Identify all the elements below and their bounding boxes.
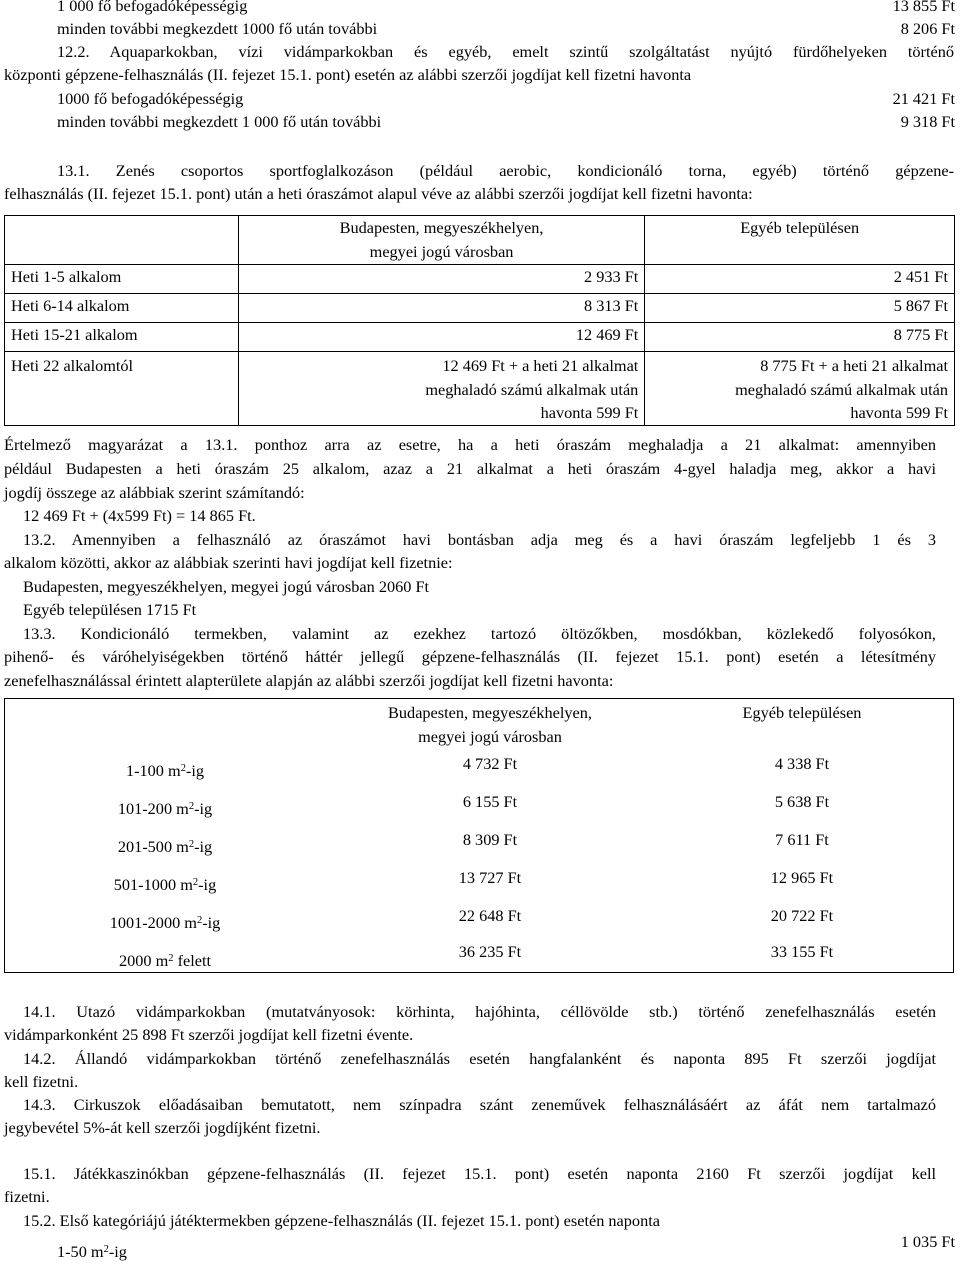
table-row <box>5 352 955 426</box>
area-label: 101-200 $m^2-ig$ <box>117 799 213 818</box>
section-13-1-line: felhasználás (II. fejezet 15.1. pont) után a heti óraszámot alapul véve az alábbi szerzői jogdíjat kell fizetni havonta: <box>4 184 753 203</box>
table-cell: 6 155 Ft <box>462 792 518 811</box>
capacity-value: 9 318 Ft <box>900 112 955 131</box>
explanation-formula: 12 469 Ft + (4x599 Ft) = 14 865 Ft. <box>23 506 256 525</box>
section-14-3-line: jegybevétel 5%-át kell szerzői jogdíjként fizetni. <box>4 1118 321 1137</box>
area-label: 1-50 $m^2-ig$ <box>57 1242 127 1261</box>
section-13-3-line: 13.3. Kondicionáló termekben, valamint az ezekhez tartozó öltözőkben, mosdókban, közlekedő folyosókon, <box>23 624 936 643</box>
table-header-cell: Egyéb településen <box>645 216 955 265</box>
capacity-value: 13 855 Ft <box>892 0 955 15</box>
area-label: 1-100 $m^2-ig$ <box>125 761 205 780</box>
capacity-label: 1 000 fő befogadóképességig <box>57 0 248 15</box>
table-cell: 12 965 Ft <box>770 868 834 887</box>
table-cell: 36 235 Ft <box>458 942 522 961</box>
section-14-1-line: vidámparkonként 25 898 Ft szerzői jogdíjat kell fizetni évente. <box>4 1025 414 1044</box>
section-15-2-line: 15.2. Első kategóriájú játéktermekben gépzene-felhasználás (II. fejezet 15.1. pont) esetén naponta <box>23 1211 660 1230</box>
table-cell: 33 155 Ft <box>770 942 834 961</box>
explanation-line: Értelmező magyarázat a 13.1. ponthoz arra az esetre, ha a heti óraszám meghaladja a 21 alkalmat: amennyiben <box>4 435 936 454</box>
capacity-value: 1 035 Ft <box>900 1232 955 1251</box>
section-14-3-line: 14.3. Cirkuszok előadásaiban bemutatott, nem színpadra szánt zeneművek felhasználásáért az áfát nem tartalmazó <box>23 1095 936 1114</box>
table-cell: 5 638 Ft <box>774 792 830 811</box>
section-15-1-line: fizetni. <box>4 1187 50 1206</box>
table-cell: Heti 1-5 alkalom <box>5 265 239 294</box>
table-header-cell: Budapesten, megyeszékhelyen, megyei jogú városban <box>238 216 645 265</box>
table-cell: 7 611 Ft <box>775 830 829 849</box>
table-header-row <box>5 216 955 265</box>
table-header-cell: Egyéb településen <box>742 703 862 722</box>
area-label: 2000 $m^2$ felett <box>118 951 212 970</box>
table-cell: 20 722 Ft <box>770 906 834 925</box>
table-cell: Heti 15-21 alkalom <box>5 323 239 352</box>
table-cell: Heti 6-14 alkalom <box>5 294 239 323</box>
table-cell: 4 338 Ft <box>774 754 830 773</box>
table-cell: 13 727 Ft <box>458 868 522 887</box>
table-cell: Heti 22 alkalomtól <box>5 352 239 426</box>
table-cell: 8 313 Ft <box>238 294 645 323</box>
table-cell: 12 469 Ft + a heti 21 alkalmat meghaladó számú alkalmak után havonta 599 Ft <box>238 352 645 426</box>
capacity-label: minden további megkezdett 1000 fő után további <box>57 19 378 38</box>
table-header-cell <box>5 216 239 265</box>
table-row <box>5 265 955 294</box>
table-header-cell: Budapesten, megyeszékhelyen, megyei jogú városban <box>388 703 592 746</box>
section-13-3-line: pihenő- és váróhelyiségekben történő háttér jellegű gépzene-felhasználás (II. fejezet 15.1. pont) esetén a létesítmény <box>4 647 936 666</box>
table-cell: 4 732 Ft <box>462 754 518 773</box>
explanation-line: például Budapesten a heti óraszám 25 alkalom, azaz a 21 alkalmat a heti óraszám 4-gyel haladja meg, akkor a havi <box>4 459 936 478</box>
capacity-label: minden további megkezdett 1 000 fő után további <box>57 112 382 131</box>
section-12-2-line: központi gépzene-felhasználás (II. fejezet 15.1. pont) esetén az alábbi szerzői jogdíjat kell fizetni havonta <box>4 65 692 84</box>
area-label: 1001-2000 $m^2-ig$ <box>109 913 221 932</box>
capacity-label: 1000 fő befogadóképességig <box>57 89 244 108</box>
table-cell: 8 775 Ft + a heti 21 alkalmat meghaladó számú alkalmak után havonta 599 Ft <box>645 352 955 426</box>
area-label: 501-1000 $m^2-ig$ <box>113 875 217 894</box>
section-13-1-line: 13.1. Zenés csoportos sportfoglalkozáson (például aerobic, kondicionáló torna, egyéb) történő gépzene- <box>57 161 954 180</box>
section-14-2-line: 14.2. Állandó vidámparkokban történő zenefelhasználás esetén hangfalanként és naponta 895 Ft szerzői jogdíjat <box>23 1049 936 1068</box>
section-12-2-line: 12.2. Aquaparkokban, vízi vidámparkokban és egyéb, emelt szintű szolgáltatást nyújtó fürdőhelyeken történő <box>57 42 954 61</box>
table-cell: 2 933 Ft <box>238 265 645 294</box>
section-13-3-line: zenefelhasználással érintett alapterülete alapján az alábbi szerzői jogdíjat kell fizetni havonta: <box>4 671 614 690</box>
table-row <box>5 294 955 323</box>
sport-fee-table <box>4 215 955 426</box>
section-13-2-other: Egyéb településen 1715 Ft <box>23 600 197 619</box>
section-13-2-line: alkalom közötti, akkor az alábbiak szerinti havi jogdíjat kell fizetnie: <box>4 553 453 572</box>
section-14-1-line: 14.1. Utazó vidámparkokban (mutatványosok: körhinta, hajóhinta, céllövölde stb.) történő zenefelhasználás esetén <box>23 1002 936 1021</box>
section-14-2-line: kell fizetni. <box>4 1072 79 1091</box>
table-cell: 8 775 Ft <box>645 323 955 352</box>
area-label: 201-500 $m^2-ig$ <box>117 837 213 856</box>
table-row <box>5 323 955 352</box>
section-13-2-line: 13.2. Amennyiben a felhasználó az óraszámot havi bontásban adja meg és a havi óraszám legfeljebb 1 és 3 <box>23 530 936 549</box>
explanation-line: jogdíj összege az alábbiak szerint számítandó: <box>4 483 305 502</box>
section-13-2-bp: Budapesten, megyeszékhelyen, megyei jogú városban 2060 Ft <box>23 577 430 596</box>
capacity-value: 21 421 Ft <box>892 89 955 108</box>
table-cell: 22 648 Ft <box>458 906 522 925</box>
capacity-value: 8 206 Ft <box>900 19 955 38</box>
table-cell: 12 469 Ft <box>238 323 645 352</box>
section-15-1-line: 15.1. Játékkaszinókban gépzene-felhasználás (II. fejezet 15.1. pont) esetén naponta 2160 Ft szerzői jogdíjat kell <box>23 1164 936 1183</box>
table-cell: 5 867 Ft <box>645 294 955 323</box>
table-cell: 8 309 Ft <box>462 830 518 849</box>
table-cell: 2 451 Ft <box>645 265 955 294</box>
area-fee-table <box>4 698 954 973</box>
